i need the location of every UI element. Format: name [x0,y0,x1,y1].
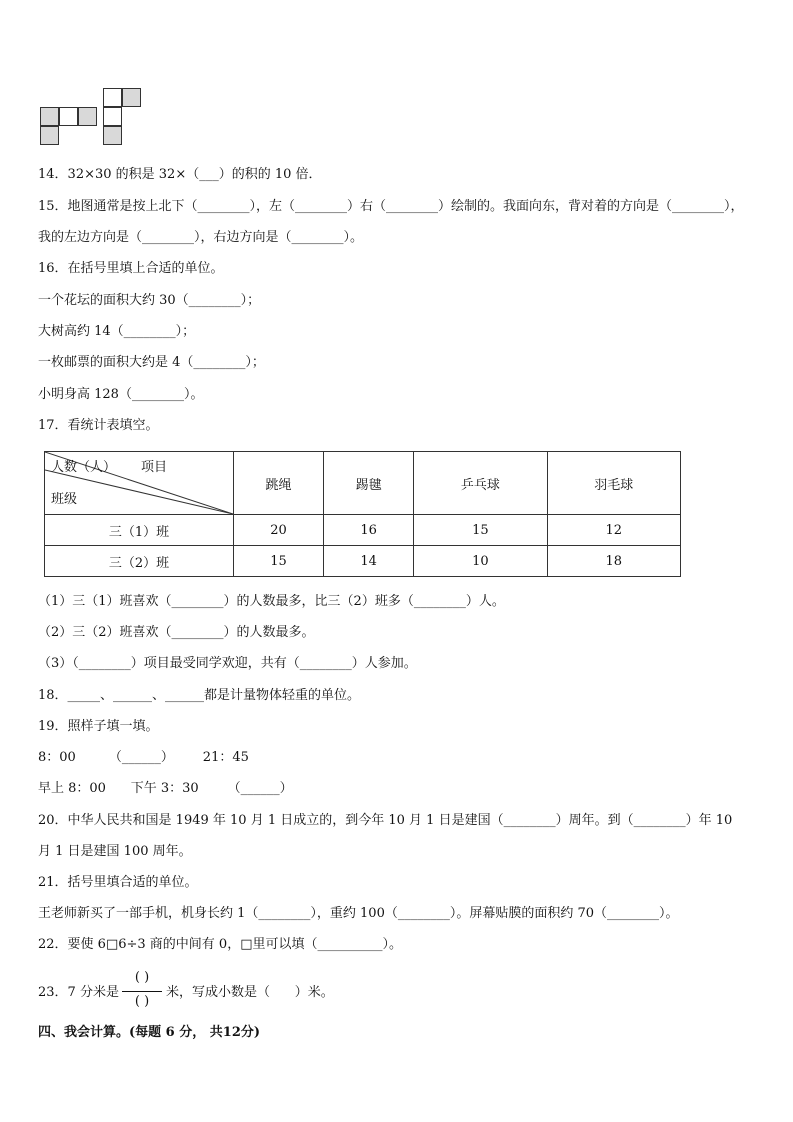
table-header-cell: 踢毽 [324,452,414,515]
table-cell: 14 [324,546,414,577]
table-cell: 15 [414,515,547,546]
question-20-line1: 20．中华人民共和国是 1949 年 10 月 1 日成立的，到今年 10 月 1 日是建国（________）周年。到（________）年 10 [38,813,733,828]
question-20-line2: 月 1 日是建国 100 周年。 [38,844,192,859]
question-17-part3: （3）（________）项目最受同学欢迎，共有（________）人参加。 [38,656,417,671]
corner-label-item: 项目 [141,460,168,475]
corner-label-count: 人数（人） [51,460,117,475]
question-19-row1: 8：00 （______） 21：45 [38,750,249,765]
question-21: 21．括号里填合适的单位。 [38,875,198,890]
question-16-item2: 大树高约 14（________）； [38,324,196,339]
table-cell: 18 [547,546,680,577]
question-23-prefix: 23．7 分米是 [38,985,119,1000]
row-label: 三（1）班 [45,515,234,546]
fraction-numerator: ( ) [134,970,150,985]
cube-net-figure [40,88,144,150]
question-18: 18．_____、______、______都是计量物体轻重的单位。 [38,688,361,703]
question-17-part2: （2）三（2）班喜欢（________）的人数最多。 [38,625,315,640]
question-19: 19．照样子填一填。 [38,719,159,734]
question-15-line1: 15．地图通常是按上北下（________），左（________）右（________）绘制的。我面向东，背对着的方向是（________）， [38,199,744,214]
question-16-item4: 小明身高 128（________）。 [38,387,204,402]
question-16-item3: 一枚邮票的面积大约是 4（________）； [38,355,265,370]
table-header-cell: 跳绳 [234,452,324,515]
question-22: 22．要使 6□6÷3 商的中间有 0，□里可以填（__________）。 [38,937,402,952]
table-cell: 10 [414,546,547,577]
table-corner-header [45,452,234,515]
corner-label-class: 班级 [51,492,78,507]
question-17-part1: （1）三（1）班喜欢（________）的人数最多，比三（2）班多（________）人。 [38,594,505,609]
table-row [45,515,681,546]
question-14: 14．32×30 的积是 32×（___）的积的 10 倍． [38,167,322,182]
table-header-cell: 羽毛球 [547,452,680,515]
table-header-cell: 乒乓球 [414,452,547,515]
question-17: 17．看统计表填空。 [38,418,159,433]
fraction-bar [122,991,162,992]
row-label: 三（2）班 [45,546,234,577]
fraction-denominator: ( ) [134,994,150,1009]
question-15-line2: 我的左边方向是（________），右边方向是（________）。 [38,230,364,245]
table-cell: 12 [547,515,680,546]
fraction-blank [120,970,164,1014]
table-cell: 20 [234,515,324,546]
question-16: 16．在括号里填上合适的单位。 [38,261,224,276]
section-heading: 四、我会计算。(每题 6 分， 共12分) [38,1025,261,1040]
statistics-table [44,451,681,577]
table-cell: 16 [324,515,414,546]
question-16-item1: 一个花坛的面积大约 30（________）； [38,293,261,308]
question-19-row2: 早上 8：00 下午 3：30 （______） [38,781,293,796]
question-23-suffix: 米，写成小数是（ ）米。 [166,985,334,1000]
table-cell: 15 [234,546,324,577]
table-row [45,546,681,577]
question-21-item: 王老师新买了一部手机，机身长约 1（________），重约 100（________）。屏幕贴膜的面积约 70（________）。 [38,906,679,921]
